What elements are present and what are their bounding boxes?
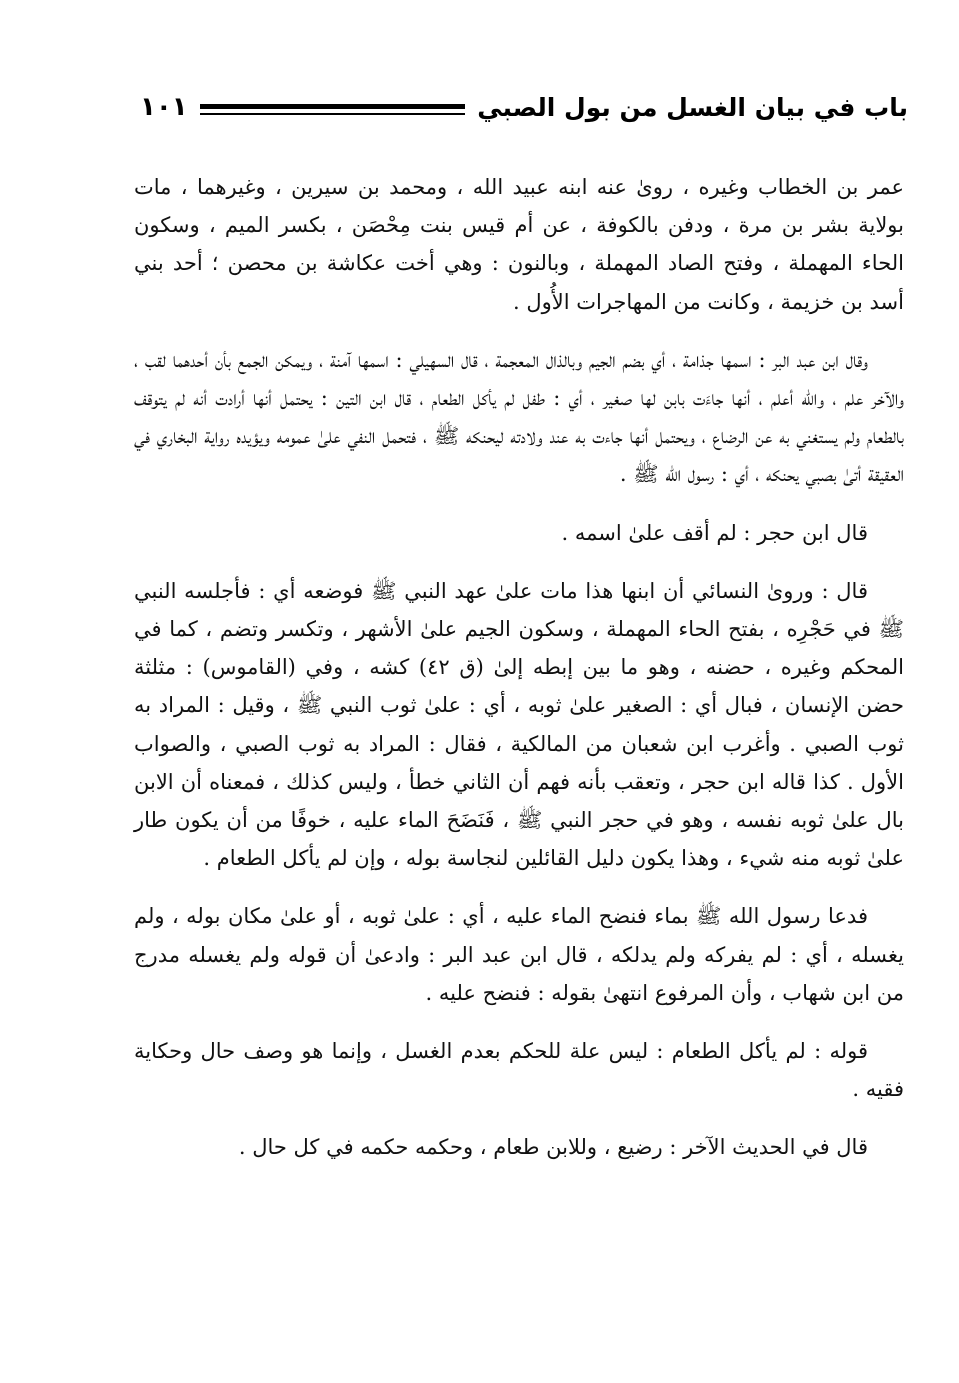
header-rule-thin — [200, 113, 466, 115]
header-rule — [200, 104, 466, 115]
paragraph-6: قوله : لم يأكل الطعام : ليس علة للحكم بعدم الغسل ، وإنما هو وصف حال وحكاية فقيه . — [134, 1039, 904, 1102]
header-rule-thick — [200, 104, 466, 109]
chapter-title: باب في بيان الغسل من بول الصبي — [477, 92, 908, 122]
paragraph-1: عمر بن الخطاب وغيره ، روىٰ عنه ابنه عبيد الله ، ومحمد بن سيرين ، وغيرهما ، مات بولاية بشر بن مرة ، ودفن بالكوفة ، عن أم قيس بنت مِحْصَن ، بكسر الميم ، وسكون الحاء المهملة ، وفتح الصاد المهملة ، وبالنون : وهي أخت عكاشة بن محصن ؛ أحد بني أسد بن خزيمة ، وكانت من المهاجرات الأُول . — [134, 175, 904, 314]
running-header — [138, 84, 908, 130]
page-number: ١٠١ — [140, 92, 188, 122]
paragraph-2: وقال ابن عبد البر : اسمها جذامة ، أي بضم الجيم وبالذال المعجمة ، قال السهيلي : اسمها آمنة ، ويمكن الجمع بأن أحدهما لقب ، والآخر علم ، والله أعلم ، أنها جاءَت بابن لها صغير ، أي : طفل لم يأكل الطعام ، قال ابن التين : يحتمل أنها أرادت أنه لم يتوقف بالطعام ولم يستغني به عن الرضاع ، ويحتمل أنها جاءت به عند ولادته ليحنكه ﷺ ، فتحمل النفي علىٰ عمومه ويؤيده رواية البخاري في العقيقة أتىٰ بصبي يحنكه ، أي : رسول الله ﷺ . — [134, 347, 904, 487]
paragraph-4: قال : وروىٰ النسائي أن ابنها هذا مات علىٰ عهد النبي ﷺ فوضعه أي : فأجلسه النبي ﷺ في حَجْرِه ، بفتح الحاء المهملة ، وسكون الجيم علىٰ الأشهر ، وتكسر وتضم ، كما في المحكم وغيره ، حضنه ، وهو ما بين إبطه إلىٰ (ق ٤٢) كشه ، وفي (القاموس) : مثلثة حضن الإنسان ، فبال أي : الصغير علىٰ ثوبه ، أي : علىٰ ثوب النبي ﷺ ، وقيل : المراد به ثوب الصبي . وأغرب ابن شعبان من المالكية ، فقال : المراد به ثوب الصبي ، والصواب الأول . كذا قاله ابن حجر ، وتعقب بأنه فهم أن الثاني خطأ ، وليس كذلك ، فمعناه أن الابن بال علىٰ ثوبه نفسه ، وهو في حجر النبي ﷺ ، فَنَضَحَ الماء عليه ، خوفًا من أن يكون طار علىٰ ثوبه منه شيء ، وهذا يكون دليل القائلين لنجاسة بوله ، وإن لم يأكل الطعام . — [134, 578, 904, 871]
paragraph-5: فدعا رسول الله ﷺ بماء فنضح الماء عليه ، أي : علىٰ ثوبه ، أو علىٰ مكان بوله ، ولم يغسله ، أي : لم يفركه ولم يدلكه ، قال ابن عبد البر : وادعىٰ أن قوله ولم يغسله مدرج من ابن شهاب ، وأن المرفوع انتهىٰ بقوله : فنضح عليه . — [134, 904, 904, 1005]
body-text — [134, 168, 904, 1167]
paragraph-3: قال ابن حجر : لم أقف علىٰ اسمه . — [561, 520, 868, 545]
paragraph-7: قال في الحديث الآخر : رضيع ، وللابن طعام ، وحكمه حكمه في كل حال . — [238, 1135, 868, 1160]
